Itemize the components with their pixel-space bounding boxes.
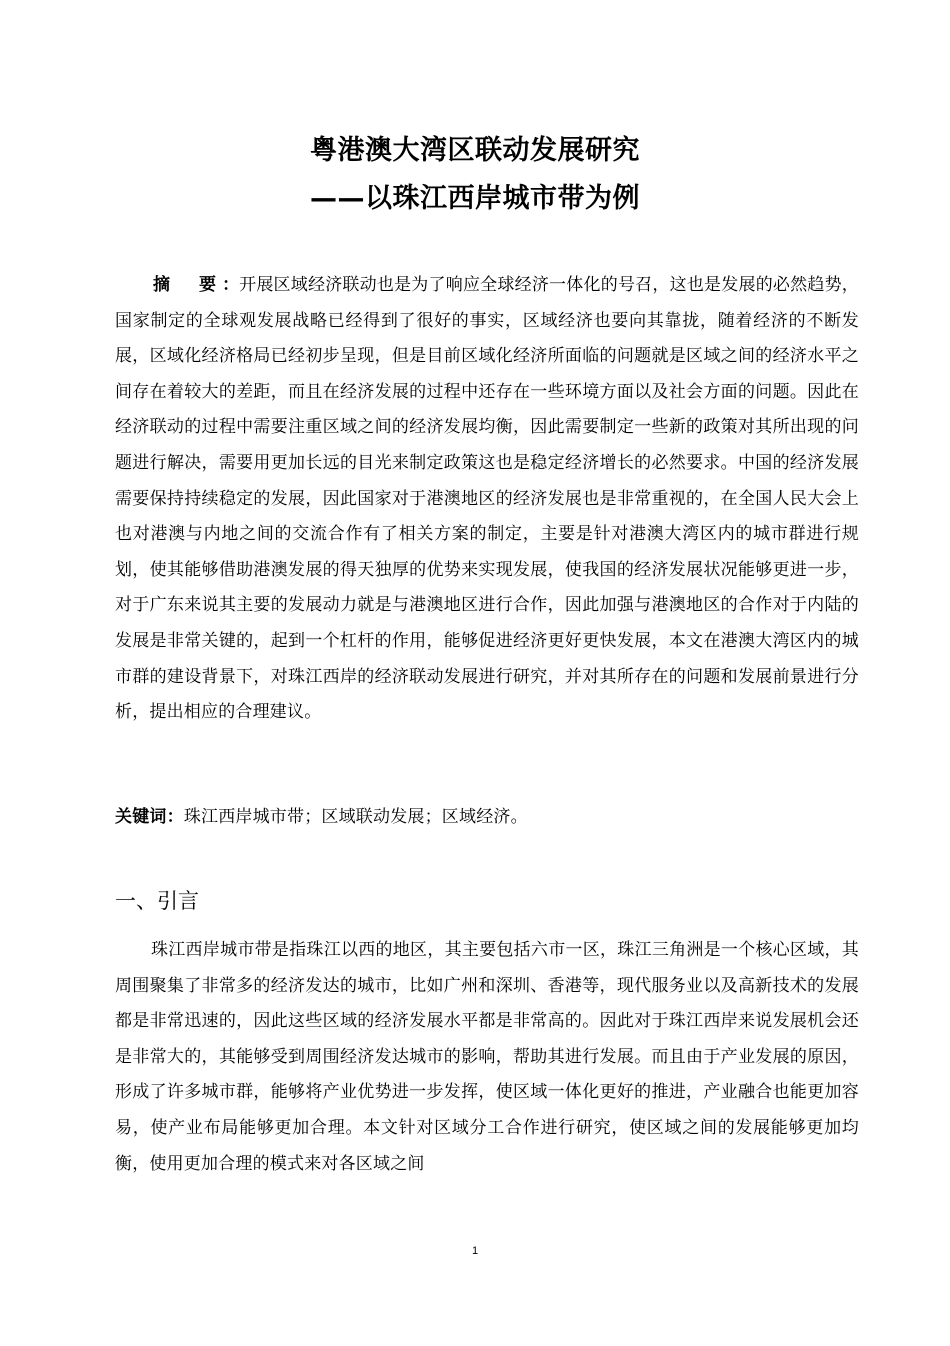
section-heading-introduction: 一、引言 [115,889,199,913]
keywords-label: 关键词： [115,807,184,827]
keywords-text: 珠江西岸城市带；区域联动发展；区域经济。 [183,807,528,827]
keywords-line [115,800,859,836]
abstract-label: 摘 要 [153,275,223,295]
abstract-text: 开展区域经济联动也是为了响应全球经济一体化的号召，这也是发展的必然趋势，国家制定的全球观发展战略已经得到了很好的事实，区域经济也要向其靠拢，随着经济的不断发展，区域化经济格局已经初步呈现，但是目前区域化经济所面临的问题就是区域之间的经济水平之间存在着较大的差距，而且在经济发展的过程中还存在一些环境方面以及社会方面的问题。因此在经济联动的过程中需要注重区域之间的经济发展均衡，因此需要制定一些新的政策对其所出现的问题进行解决，需要用更加长远的目光来制定政策这也是稳定经济增长的必然要求。中国的经济发展需要保持持续稳定的发展，因此国家对于港澳地区的经济发展也是非常重视的，在全国人民大会上也对港澳与内地之间的交流合作有了相关方案的制定，主要是针对港澳大湾区内的城市群进行规划，使其能够借助港澳发展的得天独厚的优势来实现发展，使我国的经济发展状况能够更进一步，对于广东来说其主要的发展动力就是与港澳地区进行合作，因此加强与港澳地区的合作对于内陆的发展是非常关键的，起到一个杠杆的作用，能够促进经济更好更快发展，本文在港澳大湾区内的城市群的建设背景下，对珠江西岸的经济联动发展进行研究，并对其所存在的问题和发展前景进行分析，提出相应的合理建议。 [115,275,860,723]
document-title: 粤港澳大湾区联动发展研究 [310,135,640,166]
abstract-paragraph [115,268,859,731]
abstract-separator: ： [222,275,240,295]
document-subtitle: ——以珠江西岸城市带为例 [310,183,640,214]
introduction-paragraph: 珠江西岸城市带是指珠江以西的地区，其主要包括六市一区，珠江三角洲是一个核心区域，其周围聚集了非常多的经济发达的城市，比如广州和深圳、香港等，现代服务业以及高新技术的发展都是非常迅速的，因此这些区域的经济发展水平都是非常高的。因此对于珠江西岸来说发展机会还是非常大的，其能够受到周围经济发达城市的影响，帮助其进行发展。而且由于产业发展的原因，形成了许多城市群，能够将产业优势进一步发挥，使区域一体化更好的推进，产业融合也能更加容易，使产业布局能够更加合理。本文针对区域分工合作进行研究，使区域之间的发展能够更加均衡，使用更加合理的模式来对各区域之间 [115,940,859,1174]
page-number: 1 [471,1245,479,1257]
